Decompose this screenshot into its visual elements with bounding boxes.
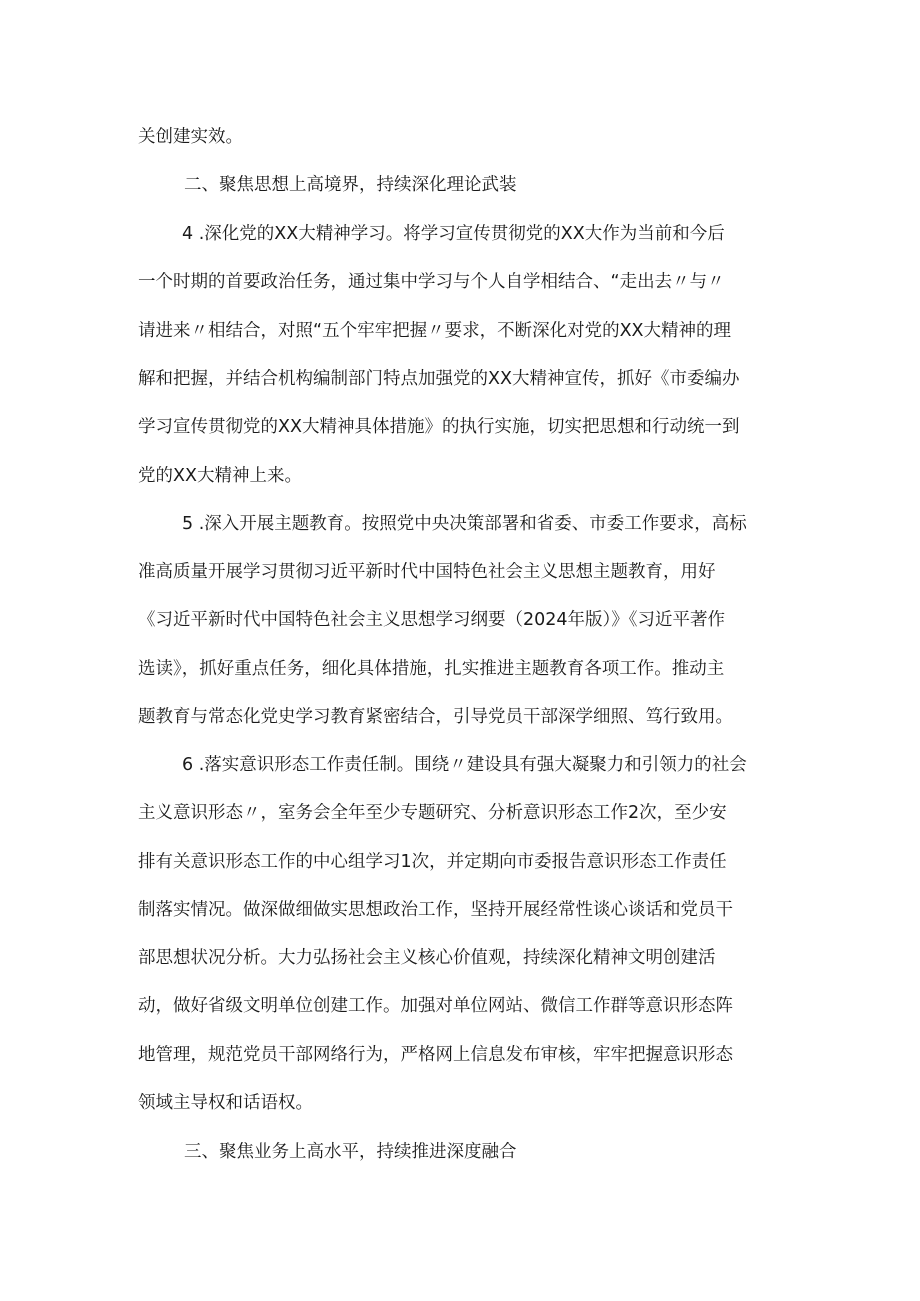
- text-line: 关创建实效。: [138, 127, 243, 147]
- text-line: 制落实情况。做深做细做实思想政治工作，坚持开展经常性谈心谈话和党员干: [138, 900, 733, 920]
- text-line: 学习宣传贯彻党的XX大精神具体措施》的执行实施，切实把思想和行动统一到: [138, 417, 740, 437]
- text-line: 地管理，规范党员干部网络行为，严格网上信息发布审核，牢牢把握意识形态: [138, 1045, 733, 1065]
- paragraph-start: 5 .深入开展主题教育。按照党中央决策部署和省委、市委工作要求，高标: [182, 514, 747, 534]
- paragraph-start: 6 .落实意识形态工作责任制。围绕〃建设具有强大凝聚力和引领力的社会: [182, 755, 747, 775]
- text-line: 解和把握，并结合机构编制部门特点加强党的XX大精神宣传，抓好《市委编办: [138, 369, 740, 389]
- text-line: 题教育与常态化党史学习教育紧密结合，引导党员干部深学细照、笃行致用。: [138, 707, 733, 727]
- text-line: 选读》，抓好重点任务，细化具体措施，扎实推进主题教育各项工作。推动主: [138, 659, 725, 679]
- text-line: 党的XX大精神上来。: [138, 466, 302, 486]
- section-heading: 三、聚焦业务上高水平，持续推进深度融合: [184, 1142, 517, 1162]
- paragraph-start: 4 .深化党的XX大精神学习。将学习宣传贯彻党的XX大作为当前和今后: [182, 224, 725, 244]
- text-line: 动，做好省级文明单位创建工作。加强对单位网站、微信工作群等意识形态阵: [138, 996, 733, 1016]
- text-line: 主义意识形态〃，室务会全年至少专题研究、分析意识形态工作2次，至少安: [138, 803, 727, 823]
- text-line: 排有关意识形态工作的中心组学习1次，并定期向市委报告意识形态工作责任: [138, 852, 727, 872]
- text-line: 准高质量开展学习贯彻习近平新时代中国特色社会主义思想主题教育，用好: [138, 562, 716, 582]
- section-heading: 二、聚焦思想上高境界，持续深化理论武装: [184, 175, 517, 195]
- text-line: 《习近平新时代中国特色社会主义思想学习纲要（2024年版）》《习近平著作: [138, 610, 726, 630]
- text-line: 部思想状况分析。大力弘扬社会主义核心价值观，持续深化精神文明创建活: [138, 948, 716, 968]
- text-line: 一个时期的首要政治任务，通过集中学习与个人自学相结合、“走出去〃与〃: [138, 272, 725, 292]
- text-line: 请进来〃相结合，对照“五个牢牢把握〃要求，不断深化对党的XX大精神的理: [138, 321, 732, 341]
- text-line: 领域主导权和话语权。: [138, 1093, 313, 1113]
